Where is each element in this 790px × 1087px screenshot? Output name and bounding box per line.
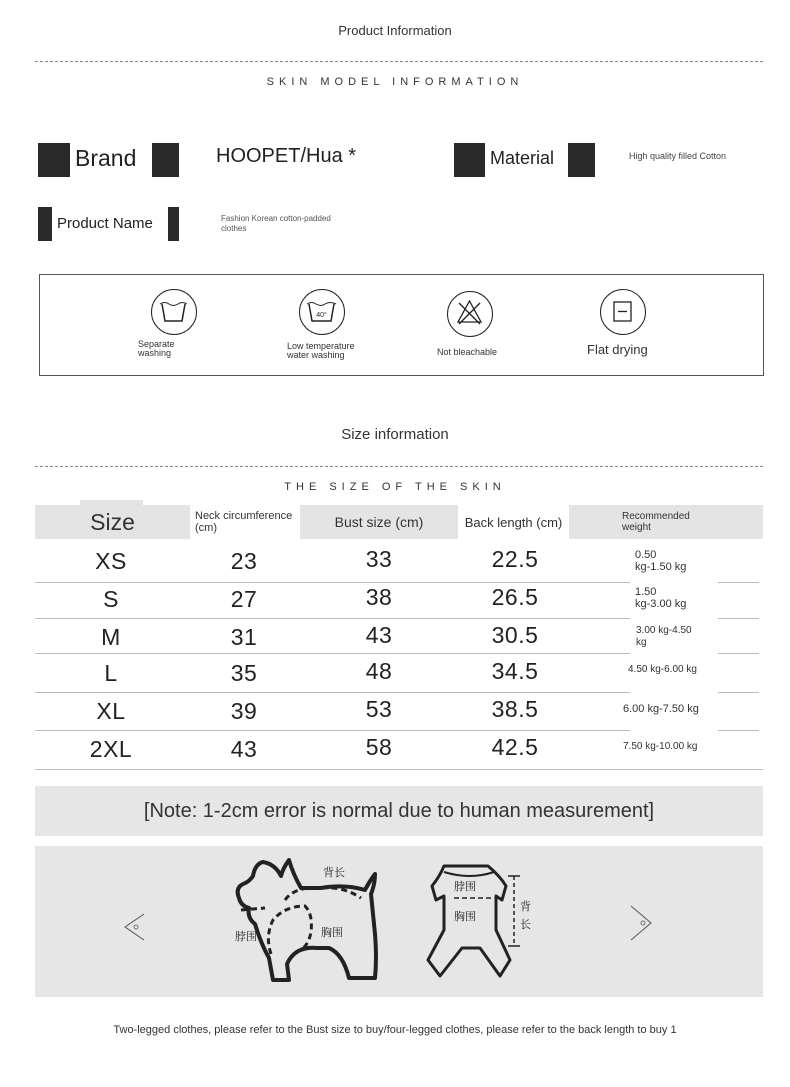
dog-diagram-icon — [225, 854, 400, 986]
table-header-back — [458, 505, 569, 539]
length-text: 长 — [520, 918, 531, 931]
back-cell: 38.5 — [491, 696, 539, 722]
table-header-neck — [190, 505, 300, 539]
label-marker — [38, 207, 52, 241]
header-label: Size — [90, 508, 135, 535]
size-section-subtitle: THE SIZE OF THE SKIN — [284, 481, 506, 493]
care-label: Separate washing — [138, 339, 175, 358]
care-label: Not bleachable — [437, 347, 498, 357]
size-cell: XS — [95, 548, 127, 574]
table-header-bust — [300, 505, 458, 539]
weight-cell: 7.50 kg-10.00 kg — [623, 741, 698, 752]
flat-dry-icon — [600, 289, 646, 335]
table-row-divider — [35, 692, 630, 693]
bust-cell: 48 — [365, 658, 393, 684]
material-label: Material — [490, 148, 555, 168]
table-row-divider — [35, 769, 763, 770]
clothes-diagram-icon — [410, 860, 540, 982]
size-cell: S — [103, 586, 119, 612]
temperature-text: 40° — [316, 312, 327, 319]
bust-cell: 58 — [365, 734, 393, 760]
back-text: 背 — [520, 900, 531, 913]
header-label: Recommended weight — [622, 511, 690, 533]
table-row-divider — [718, 730, 759, 731]
table-header-weight — [569, 505, 763, 539]
brand-label: Brand — [75, 145, 137, 171]
back-cell: 30.5 — [491, 622, 539, 648]
size-cell: L — [104, 660, 118, 686]
bust-cell: 43 — [365, 622, 393, 648]
chest-text: 胸围 — [454, 910, 476, 923]
table-row-divider — [35, 618, 630, 619]
table-row-divider — [718, 692, 759, 693]
back-cell: 26.5 — [491, 584, 539, 610]
back-length-text: 背长 — [323, 866, 345, 879]
label-marker — [38, 143, 70, 177]
care-label: Flat drying — [587, 342, 648, 357]
weight-cell: 4.50 kg-6.00 kg — [628, 664, 697, 675]
weight-cell: 3.00 kg-4.50 kg — [636, 625, 692, 648]
weight-cell: 6.00 kg-7.50 kg — [623, 703, 699, 715]
product-name-value: Fashion Korean cotton-padded clothes — [221, 214, 331, 233]
care-instructions-panel — [39, 274, 764, 376]
back-cell: 34.5 — [491, 658, 539, 684]
bust-cell: 33 — [365, 546, 393, 572]
size-cell: XL — [96, 698, 126, 724]
weight-cell: 0.50 kg-1.50 kg — [635, 549, 687, 573]
no-bleach-icon — [447, 291, 493, 337]
size-cell: M — [101, 624, 121, 650]
header-label: Bust size (cm) — [334, 514, 424, 530]
table-row-divider — [718, 618, 759, 619]
neck-cell: 39 — [230, 698, 258, 724]
size-section-title: Size information — [341, 426, 449, 443]
table-row-divider — [35, 582, 630, 583]
divider — [35, 61, 763, 62]
neck-cell: 23 — [230, 548, 258, 574]
neck-cell: 43 — [230, 736, 258, 762]
washtub-icon — [151, 289, 197, 335]
table-row-divider — [35, 730, 630, 731]
measurement-note: [Note: 1-2cm error is normal due to human measurement] — [35, 786, 763, 836]
care-label: Low temperature water washing — [287, 341, 355, 360]
neck-text: 脖围 — [454, 880, 476, 893]
size-cell: 2XL — [89, 736, 133, 762]
chest-text: 胸围 — [321, 926, 343, 939]
neck-text: 脖围 — [235, 930, 257, 943]
label-marker — [454, 143, 485, 177]
section-subtitle: SKIN MODEL INFORMATION — [266, 76, 524, 88]
label-marker — [168, 207, 179, 241]
neck-cell: 27 — [230, 586, 258, 612]
back-cell: 42.5 — [491, 734, 539, 760]
header-label: Neck circumference (cm) — [195, 510, 293, 534]
header-label: Back length (cm) — [464, 514, 563, 530]
chevron-left-icon[interactable] — [122, 912, 148, 942]
header-tab — [80, 500, 143, 506]
label-marker — [568, 143, 595, 177]
table-row-divider — [35, 653, 630, 654]
low-temp-wash-icon — [299, 289, 345, 335]
divider — [35, 466, 763, 467]
table-row-divider — [718, 582, 759, 583]
neck-cell: 35 — [230, 660, 258, 686]
bust-cell: 53 — [365, 696, 393, 722]
table-row-divider — [718, 653, 759, 654]
neck-cell: 31 — [230, 624, 258, 650]
bust-cell: 38 — [365, 584, 393, 610]
product-name-label: Product Name — [57, 215, 153, 232]
table-header-size — [35, 505, 190, 539]
measurement-diagram — [35, 846, 763, 997]
weight-cell: 1.50 kg-3.00 kg — [635, 586, 687, 610]
brand-value: HOOPET/Hua * — [216, 145, 357, 167]
chevron-right-icon[interactable] — [629, 904, 655, 942]
page-title: Product Information — [338, 23, 452, 38]
label-marker — [152, 143, 179, 177]
back-cell: 22.5 — [491, 546, 539, 572]
material-value: High quality filled Cotton — [629, 151, 727, 161]
footer-note: Two-legged clothes, please refer to the Bust size to buy/four-legged clothes, please refer to the back length to buy 1 — [113, 1024, 677, 1036]
